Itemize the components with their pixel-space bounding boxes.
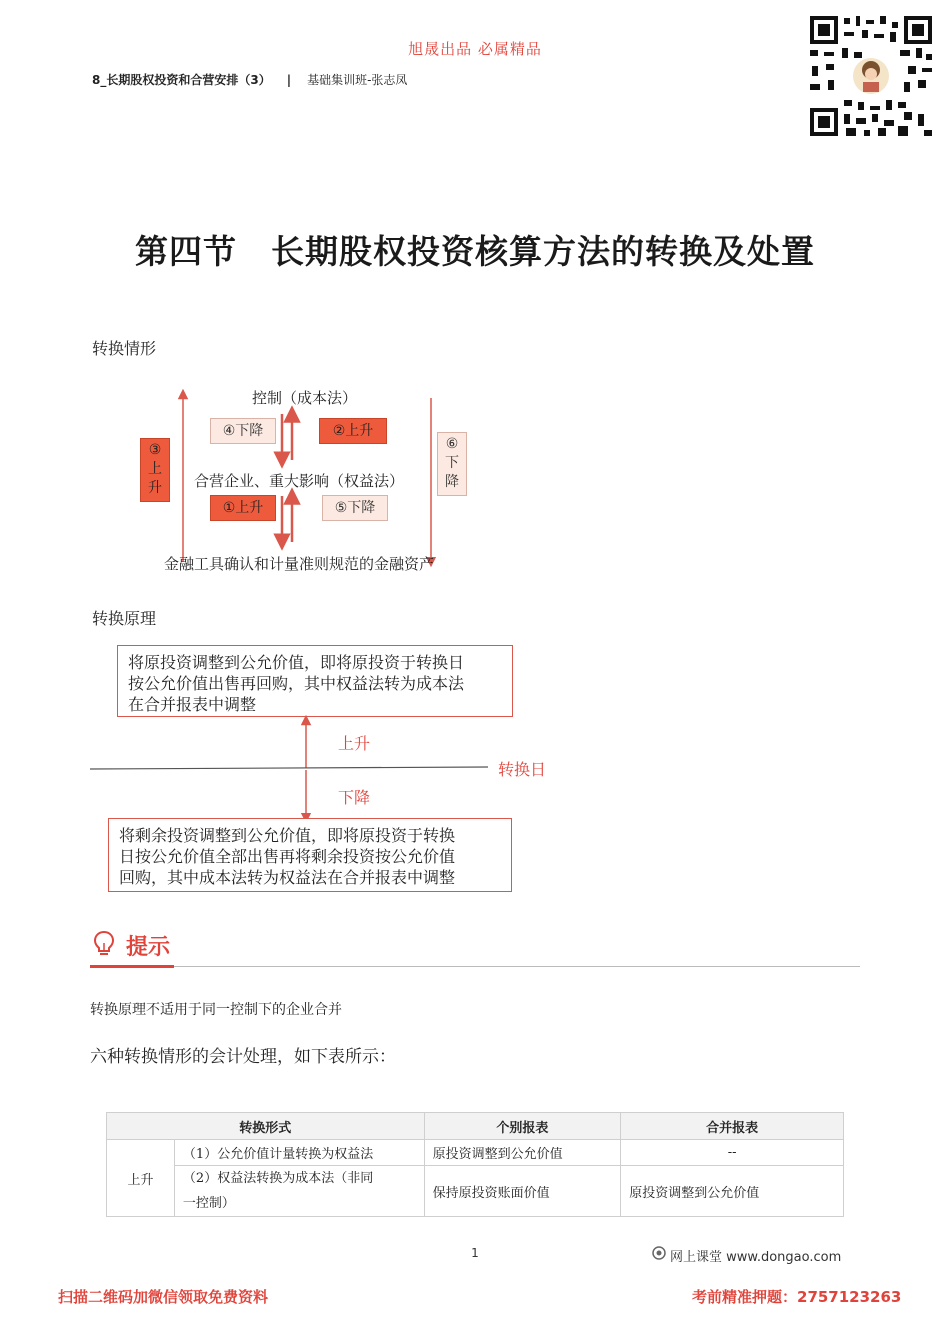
principle-down-box: [108, 818, 512, 892]
tip-title: 提示: [126, 935, 171, 960]
principle-up-line: 在合并报表中调整: [128, 695, 257, 714]
table-row: [107, 1140, 844, 1166]
heading-conversion-principle: 转换原理: [92, 609, 157, 628]
label-3-increase: [140, 438, 170, 502]
table-intro: 六种转换情形的会计处理，如下表所示：: [90, 1047, 396, 1067]
slogan: 旭晟出品 必属精品: [408, 40, 542, 58]
node-equity-method: 合营企业、重大影响（权益法）: [194, 472, 405, 490]
table-row: [107, 1166, 844, 1217]
individual-cell: 原投资调整到公允价值: [424, 1140, 621, 1166]
heading-conversion-cases: 转换情形: [92, 339, 157, 358]
label-6-char1: 下: [445, 455, 459, 471]
header-individual-statement: 个别报表: [424, 1113, 621, 1140]
group-cell: 上升: [107, 1140, 175, 1217]
table-header-row: [107, 1113, 844, 1140]
label-4-decrease: ④下降: [210, 418, 276, 444]
principle-up-line: 将原投资调整到公允价值，即将原投资于转换日: [128, 653, 465, 672]
label-3-char1: 上: [148, 461, 162, 477]
form-cell: [174, 1166, 424, 1217]
label-6-number: ⑥: [445, 436, 459, 452]
header-consolidated-statement: 合并报表: [621, 1113, 844, 1140]
consolidated-cell: 原投资调整到公允价值: [621, 1166, 844, 1217]
page-header: [92, 71, 407, 88]
label-decrease: 下降: [338, 788, 371, 807]
label-6-char2: 降: [445, 474, 459, 490]
principle-down-line: 回购，其中成本法转为权益法在合并报表中调整: [119, 868, 456, 887]
principle-up-box: [117, 645, 513, 717]
individual-cell: 保持原投资账面价值: [424, 1166, 621, 1217]
label-increase: 上升: [338, 734, 371, 753]
label-5-decrease: ⑤下降: [322, 495, 388, 521]
principle-down-line: 日按公允价值全部出售再将剩余投资按公允价值: [119, 847, 456, 866]
lightbulb-icon: [92, 930, 116, 958]
course-title: 8_长期股权投资和合营安排（3）: [92, 73, 271, 87]
label-conversion-date: 转换日: [498, 760, 547, 779]
tip-text: 转换原理不适用于同一控制下的企业合并: [90, 1002, 342, 1018]
conversion-table: [106, 1112, 844, 1217]
label-6-decrease: [437, 432, 467, 496]
node-control-cost-method: 控制（成本法）: [252, 389, 358, 407]
label-1-increase: ①上升: [210, 495, 276, 521]
label-3-char2: 升: [148, 480, 162, 496]
node-financial-asset: 金融工具确认和计量准则规范的金融资产: [164, 555, 435, 573]
header-conversion-form: 转换形式: [107, 1113, 425, 1140]
form-cell: （1）公允价值计量转换为权益法: [174, 1140, 424, 1166]
qr-code-image: [808, 14, 934, 138]
principle-up-line: 按公允价值出售再回购，其中权益法转为成本法: [128, 674, 465, 693]
site-logo-icon: [652, 1246, 666, 1260]
consolidated-cell: --: [621, 1140, 844, 1166]
promo-left: 扫描二维码加微信领取免费资料: [58, 1288, 269, 1306]
header-separator: |: [286, 73, 292, 87]
promo-right: 考前精准押题：2757123263: [692, 1288, 902, 1306]
label-2-increase: ②上升: [319, 418, 387, 444]
form-cell-line: （2）权益法转换为成本法（非同: [182, 1171, 374, 1186]
label-3-number: ③: [148, 442, 162, 458]
principle-axis-lines: [90, 714, 500, 824]
class-name: 基础集训班-张志凤: [307, 73, 408, 87]
tip-underline-accent: [90, 965, 174, 968]
page-number: 1: [471, 1246, 479, 1260]
principle-down-line: 将剩余投资调整到公允价值，即将原投资于转换: [119, 826, 456, 845]
site-link[interactable]: 网上课堂 www.dongao.com: [670, 1250, 842, 1265]
form-cell-line: 一控制）: [182, 1196, 235, 1211]
section-title: 第四节 长期股权投资核算方法的转换及处置: [135, 232, 815, 271]
tip-divider: [174, 966, 860, 967]
